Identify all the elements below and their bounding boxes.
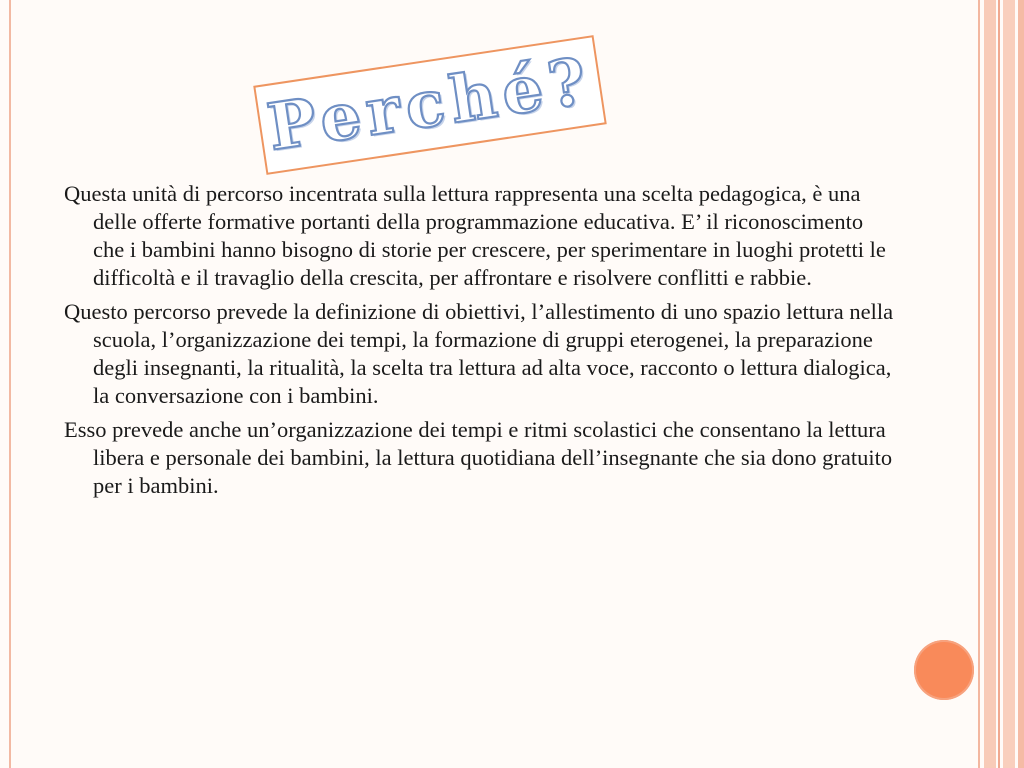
- paragraph-2: Questo percorso prevede la definizione di obiettivi, l’allestimento di uno spazio lettura nella scuola, l’organizzazione dei tempi, la formazione di gruppi eterogenei, la preparazione degli insegnanti, la ritualità, la scelta tra lettura ad alta voce, racconto o lettura dialogica, la conversazione con i bambini.: [64, 299, 894, 408]
- slide-title: Perché?: [262, 43, 597, 166]
- stripe: [984, 0, 996, 768]
- right-decorative-stripes: [978, 0, 1024, 768]
- orange-circle-decoration: [914, 640, 974, 700]
- title-box: [253, 35, 607, 175]
- stripe: [1003, 0, 1015, 768]
- stripe: [1018, 0, 1024, 768]
- stripe: [978, 0, 980, 768]
- paragraph-1: Questa unità di percorso incentrata sulla lettura rappresenta una scelta pedagogica, è una delle offerte formative portanti della programmazione educativa. E’ il riconoscimento che i bambini hanno bisogno di storie per crescere, per sperimentare in luoghi protetti le difficoltà e il travaglio della crescita, per affrontare e risolvere conflitti e rabbie.: [64, 181, 886, 290]
- left-decorative-rule: [9, 0, 11, 768]
- slide-body: [64, 180, 894, 506]
- paragraph-3: Esso prevede anche un’organizzazione dei tempi e ritmi scolastici che consentano la lettura libera e personale dei bambini, la lettura quotidiana dell’insegnante che sia dono gratuito per i bambini.: [64, 417, 893, 498]
- stripe: [998, 0, 1000, 768]
